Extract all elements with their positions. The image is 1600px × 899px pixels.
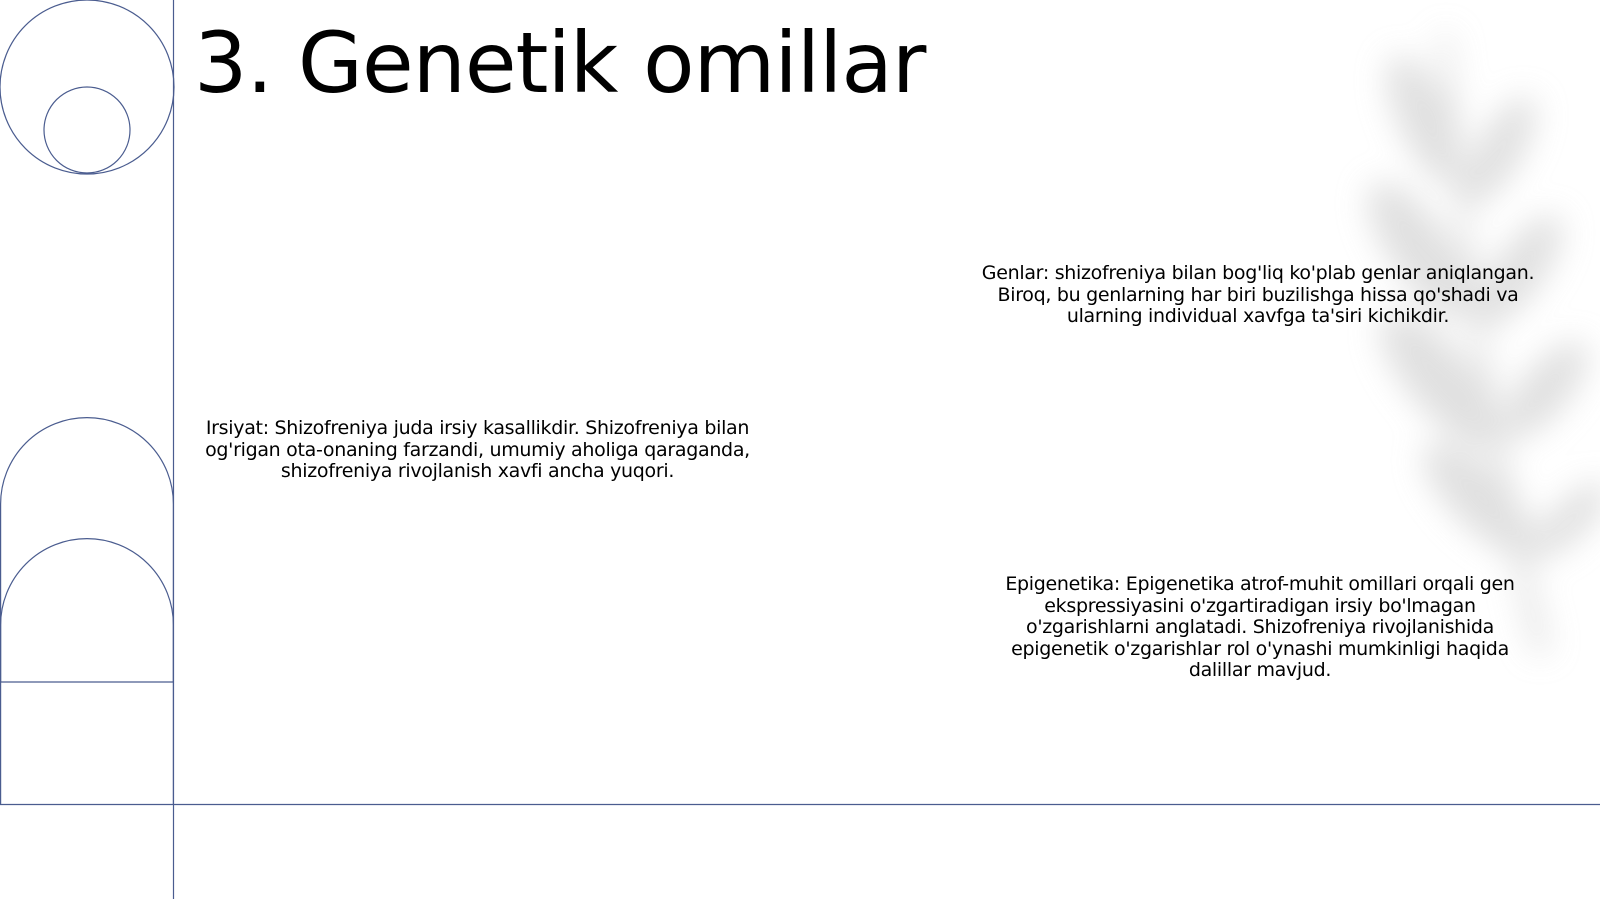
- paragraph-epigenetika: Epigenetika: Epigenetika atrof-muhit omillari orqali gen ekspressiyasini o'zgartiradigan irsiy bo'lmagan o'zgarishlarni anglatadi. Shizofreniya rivojlanishida epigenetik o'zgarishlar rol o'ynashi mumkinligi haqida dalillar mavjud.: [1005, 573, 1515, 681]
- slide-title: 3. Genetik omillar: [194, 14, 926, 112]
- small-circle-outline: [44, 87, 130, 173]
- lower-arch-outline: [1, 539, 174, 682]
- paragraph-genlar: Genlar: shizofreniya bilan bog'liq ko'plab genlar aniqlangan. Biroq, bu genlarning har biri buzilishga hissa qo'shadi va ularning individual xavfga ta'siri kichikdir.: [981, 262, 1535, 327]
- upper-arch-outline: [1, 418, 174, 804]
- paragraph-irsiyat: Irsiyat: Shizofreniya juda irsiy kasallikdir. Shizofreniya bilan og'rigan ota-onaning farzandi, umumiy aholiga qaraganda, shizofreniya rivojlanish xavfi ancha yuqori.: [205, 417, 750, 482]
